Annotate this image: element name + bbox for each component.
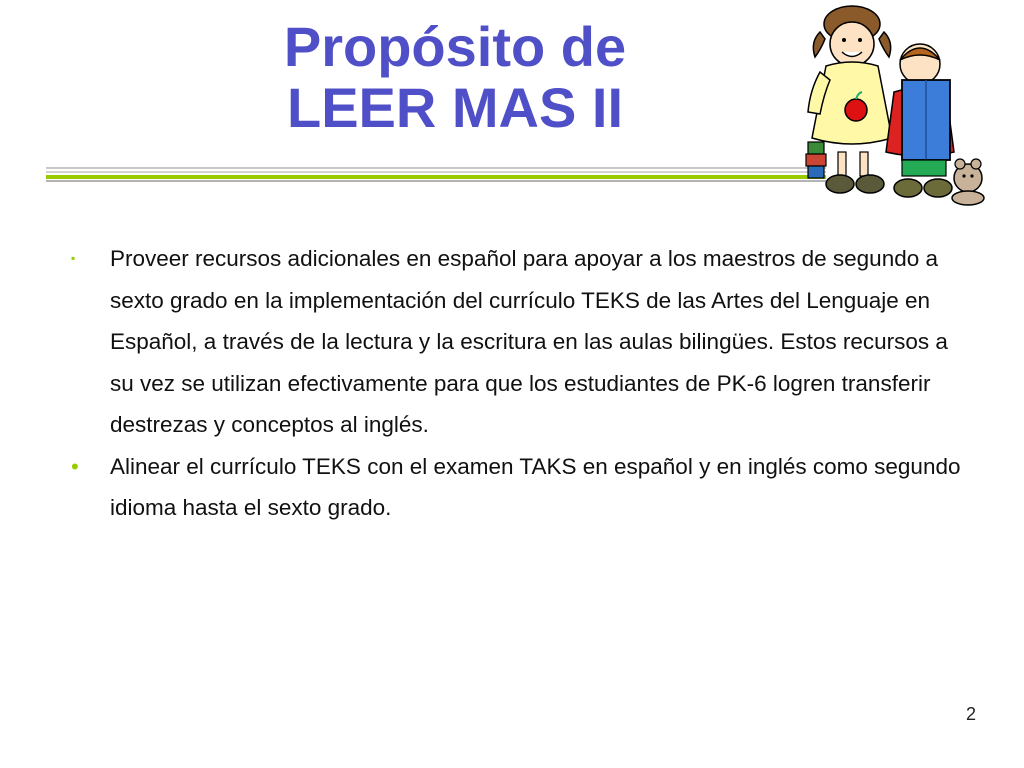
dot-bullet-icon: •: [71, 453, 79, 479]
title-line-2: LEER MAS II: [286, 76, 624, 139]
title-divider-accent: [46, 175, 826, 179]
bullet-text: Proveer recursos adicionales en español para apoyar a los maestros de segundo a sexto grado en la implementación del currículo TEKS de las Artes del Lenguaje en Español, a través de la lectura y la escritura en las aulas bilingües. Estos recursos a su vez se utilizan efectivamente para que los estudiantes de PK-6 logren transferir destrezas y conceptos al inglés.: [110, 246, 948, 437]
page-number: 2: [965, 704, 976, 724]
title-divider-line: [46, 180, 826, 182]
title-line-1: Propósito de: [283, 15, 627, 78]
list-item: [68, 446, 968, 529]
slide-title: [150, 16, 760, 138]
title-divider-line: [46, 171, 826, 173]
bullet-list: [68, 238, 968, 529]
title-divider-line: [46, 167, 826, 169]
bullet-text: Alinear el currículo TEKS con el examen TAKS en español y en inglés como segundo idioma hasta el sexto grado.: [110, 453, 961, 520]
children-reading-clipart: [790, 2, 990, 207]
list-item: [68, 238, 968, 446]
square-bullet-icon: ▪: [71, 251, 76, 265]
